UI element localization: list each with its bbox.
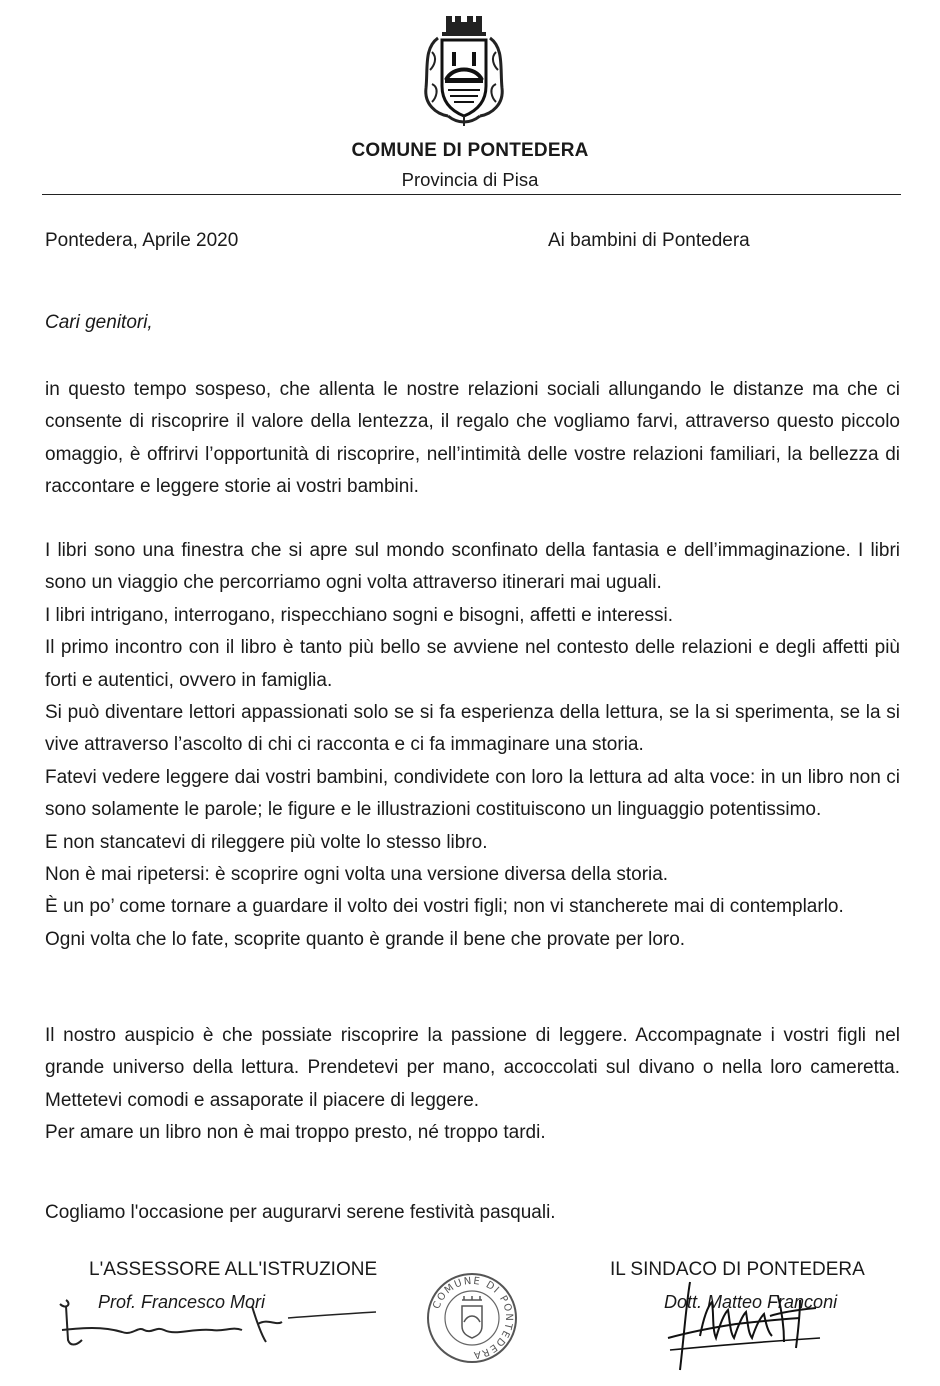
sindaco-signature — [650, 1276, 840, 1376]
paragraph-books — [45, 535, 900, 956]
municipality-name: COMUNE DI PONTEDERA — [351, 140, 589, 161]
dateline: Pontedera, Aprile 2020 — [45, 230, 239, 251]
province-name: Provincia di Pisa — [401, 169, 539, 190]
paragraph-line: in questo tempo sospeso, che allenta le nostre relazioni sociali allungando le distanze ma che ci consente di riscoprire il valore della lentezza, il regalo che vogliamo farvi, attraverso questo piccolo omaggio, è offrirvi l’opportunità di riscoprire, nell’intimità delle vostre relazioni familiari, la bellezza di raccontare e leggere storie ai vostri bambini. — [45, 379, 900, 498]
paragraph-line: Ogni volta che lo fate, scoprite quanto è grande il bene che provate per loro. — [45, 928, 686, 950]
paragraph-line: E non stancatevi di rileggere più volte lo stesso libro. — [45, 831, 488, 853]
svg-text:COMUNE DI PONTEDERA — [431, 1276, 514, 1360]
paragraph-line: Non è mai ripetersi: è scoprire ogni volta una versione diversa della storia. — [45, 864, 669, 886]
paragraph-line: Il primo incontro con il libro è tanto più bello se avviene nel contesto delle relazioni e degli affetti più forti e autentici, ovvero in famiglia. — [45, 637, 900, 691]
official-stamp-icon — [424, 1270, 520, 1366]
closing-line: Cogliamo l'occasione per augurarvi serene festività pasquali. — [45, 1202, 556, 1223]
paragraph-line: Per amare un libro non è mai troppo presto, né troppo tardi. — [45, 1122, 546, 1144]
assessore-title: L'ASSESSORE ALL'ISTRUZIONE — [89, 1259, 378, 1280]
salutation: Cari genitori, — [45, 312, 153, 333]
stamp-text: COMUNE DI PONTEDERA — [431, 1275, 515, 1361]
sindaco-title: IL SINDACO DI PONTEDERA — [610, 1259, 865, 1280]
paragraph-wish — [45, 1020, 900, 1150]
coat-of-arms-icon — [418, 8, 510, 128]
paragraph-line: Il nostro auspicio è che possiate riscoprire la passione di leggere. Accompagnate i vostri figli nel grande universo della lettura. Prendetevi per mano, accoccolati sul divano o nella loro cameretta. Mettetevi comodi e assaporate il piacere di leggere. — [45, 1025, 900, 1111]
sindaco-name: Dott. Matteo Franconi — [664, 1292, 838, 1312]
paragraph-line: Fatevi vedere leggere dai vostri bambini, condividete con loro la lettura ad alta voce: in un libro non ci sono solamente le parole; le figure e le illustrazioni costituiscono un linguaggio potentissimo. — [45, 766, 900, 821]
paragraph-intro — [45, 374, 900, 504]
paragraph-line: Si può diventare lettori appassionati solo se si fa esperienza della lettura, se la si sperimenta, se la si vive attraverso l’ascolto di chi ci racconta e ci fa immaginare una storia. — [45, 702, 900, 756]
paragraph-line: I libri sono una finestra che si apre sul mondo sconfinato della fantasia e dell’immaginazione. I libri sono un viaggio che percorriamo ogni volta attraverso itinerari mai uguali. — [45, 540, 900, 594]
paragraph-line: È un po’ come tornare a guardare il volto dei vostri figli; non vi stancherete mai di contemplarlo. — [45, 896, 844, 918]
paragraph-line: I libri intrigano, interrogano, rispecchiano sogni e bisogni, affetti e interessi. — [45, 604, 674, 626]
assessore-name: Prof. Francesco Mori — [98, 1292, 266, 1312]
recipient: Ai bambini di Pontedera — [548, 230, 750, 251]
header-divider — [42, 194, 901, 195]
assessore-signature — [52, 1296, 382, 1356]
